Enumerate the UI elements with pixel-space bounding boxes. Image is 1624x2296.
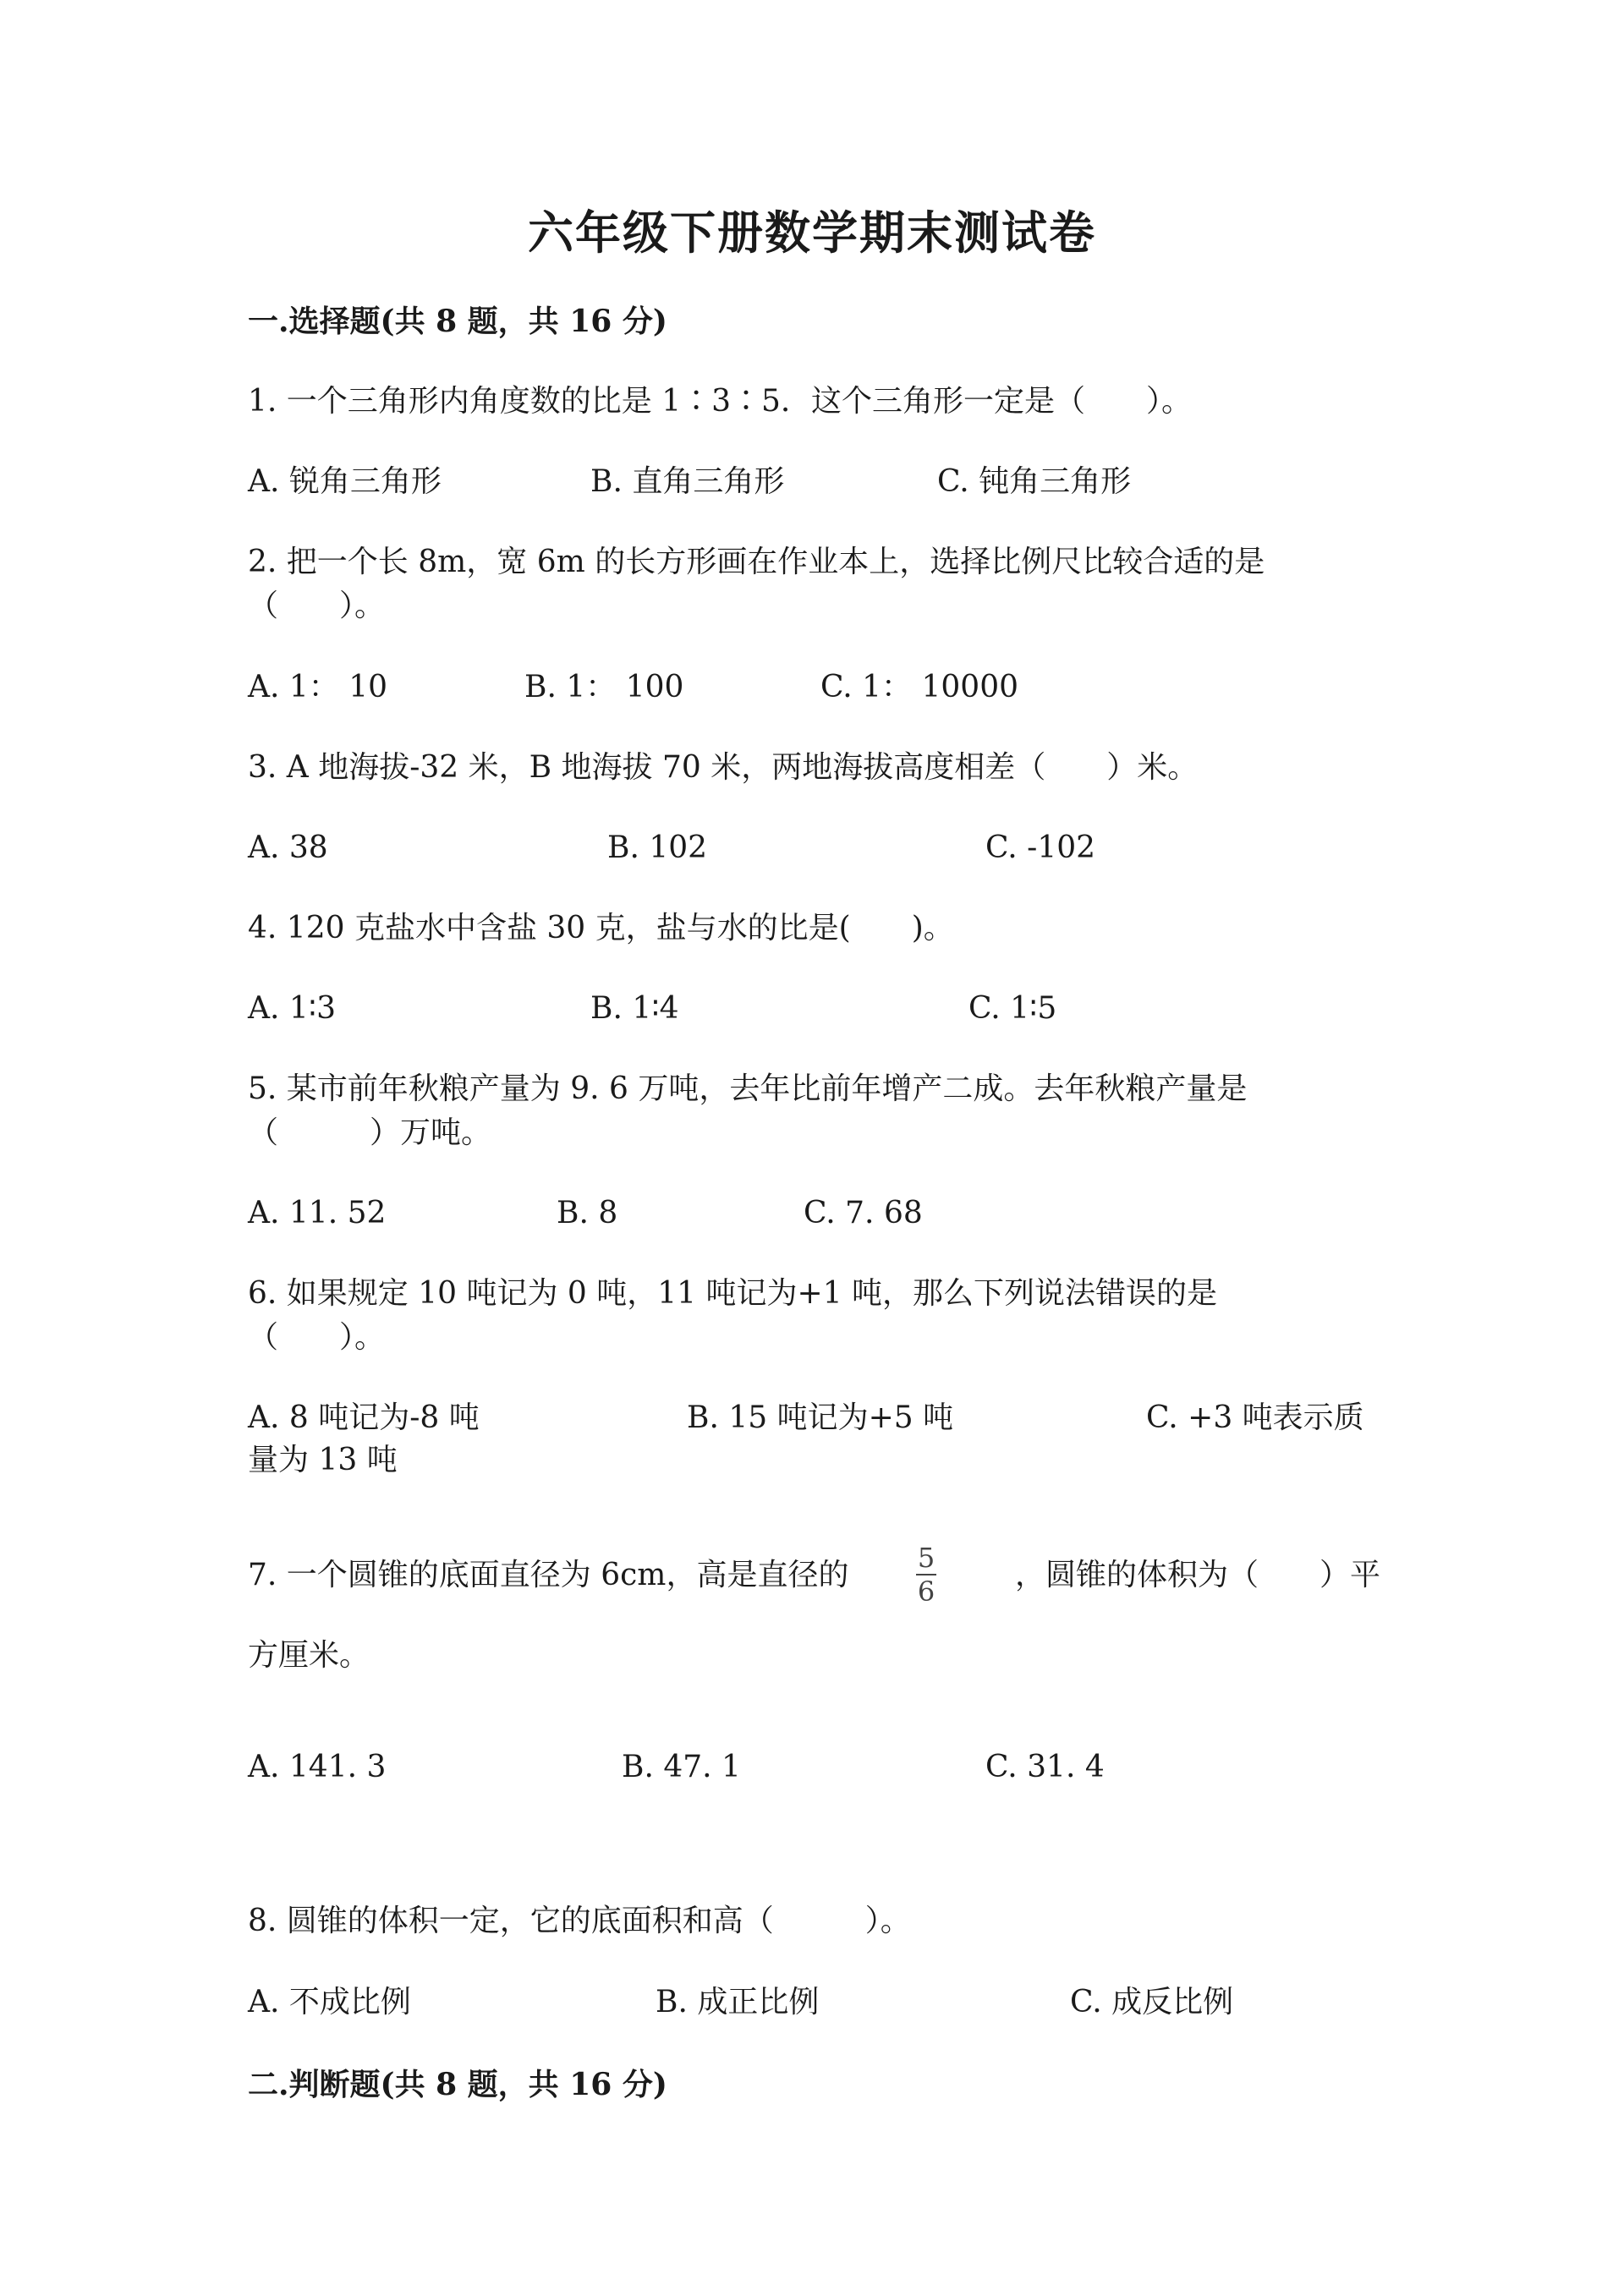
question-7-option-c[interactable]: C. 31. 4 <box>985 1750 1105 1784</box>
question-2-stem: 2. 把一个长 8m，宽 6m 的长方形画在作业本上，选择比例尺比较合适的是 <box>248 545 1265 579</box>
question-6-stem-line2: （ ）。 <box>248 1320 386 1355</box>
question-5-option-c[interactable]: C. 7. 68 <box>804 1196 923 1230</box>
question-4-option-c[interactable]: C. 1∶5 <box>968 991 1057 1026</box>
question-3-option-b[interactable]: B. 102 <box>607 830 708 865</box>
question-2-stem-line2: （ ）。 <box>248 589 386 623</box>
question-4-stem: 4. 120 克盐水中含盐 30 克，盐与水的比是( )。 <box>248 911 954 945</box>
question-1-option-b[interactable]: B. 直角三角形 <box>590 464 785 499</box>
page-title: 六年级下册数学期末测试卷 <box>528 205 1096 260</box>
question-8-option-a[interactable]: A. 不成比例 <box>248 1985 411 2019</box>
question-3-option-c[interactable]: C. -102 <box>985 830 1096 865</box>
question-6-option-c-wrap: 量为 13 吨 <box>248 1443 398 1477</box>
question-5-option-b[interactable]: B. 8 <box>557 1196 618 1230</box>
question-5-stem-line2: （ ）万吨。 <box>248 1115 492 1150</box>
question-6-stem: 6. 如果规定 10 吨记为 0 吨，11 吨记为+1 吨，那么下列说法错误的是 <box>248 1276 1218 1311</box>
question-1-option-c[interactable]: C. 钝角三角形 <box>937 464 1132 499</box>
question-7-stem-line2: 方厘米。 <box>248 1638 370 1673</box>
question-4-option-b[interactable]: B. 1∶4 <box>590 991 679 1026</box>
fraction-denominator: 6 <box>917 1575 935 1608</box>
fraction-numerator: 5 <box>917 1542 935 1574</box>
question-7-option-b[interactable]: B. 47. 1 <box>622 1750 741 1784</box>
question-6-option-a[interactable]: A. 8 吨记为-8 吨 <box>248 1400 480 1435</box>
question-7-stem: 7. 一个圆锥的底面直径为 6cm，高是直径的 <box>248 1558 849 1592</box>
question-2-option-b[interactable]: B. 1： 100 <box>524 670 684 704</box>
question-1-stem: 1. 一个三角形内角度数的比是 1∶3∶5．这个三角形一定是（ ）。 <box>248 384 1192 419</box>
fraction-five-sixths <box>914 1543 939 1606</box>
question-7-stem-rest: ，圆锥的体积为（ ）平 <box>1015 1558 1381 1592</box>
question-8-stem: 8. 圆锥的体积一定，它的底面积和高（ ）。 <box>248 1904 911 1938</box>
question-1-option-a[interactable]: A. 锐角三角形 <box>248 464 442 499</box>
section-heading-judgement: 二.判断题(共 8 题，共 16 分) <box>248 2067 667 2102</box>
question-3-stem: 3. A 地海拔-32 米，B 地海拔 70 米，两地海拔高度相差（ ）米。 <box>248 750 1199 785</box>
question-6-option-c[interactable]: C. +3 吨表示质 <box>1146 1400 1364 1435</box>
question-3-option-a[interactable]: A. 38 <box>248 830 328 865</box>
question-2-option-c[interactable]: C. 1： 10000 <box>820 670 1019 704</box>
question-5-option-a[interactable]: A. 11. 52 <box>248 1196 387 1230</box>
question-8-option-c[interactable]: C. 成反比例 <box>1070 1985 1234 2019</box>
question-4-option-a[interactable]: A. 1∶3 <box>248 991 337 1026</box>
question-7-option-a[interactable]: A. 141. 3 <box>248 1750 387 1784</box>
question-2-option-a[interactable]: A. 1： 10 <box>248 670 388 704</box>
question-8-option-b[interactable]: B. 成正比例 <box>656 1985 820 2019</box>
question-6-option-b[interactable]: B. 15 吨记为+5 吨 <box>687 1400 954 1435</box>
question-5-stem: 5. 某市前年秋粮产量为 9. 6 万吨，去年比前年增产二成。去年秋粮产量是 <box>248 1071 1248 1106</box>
section-heading-choice: 一.选择题(共 8 题，共 16 分) <box>248 304 667 339</box>
